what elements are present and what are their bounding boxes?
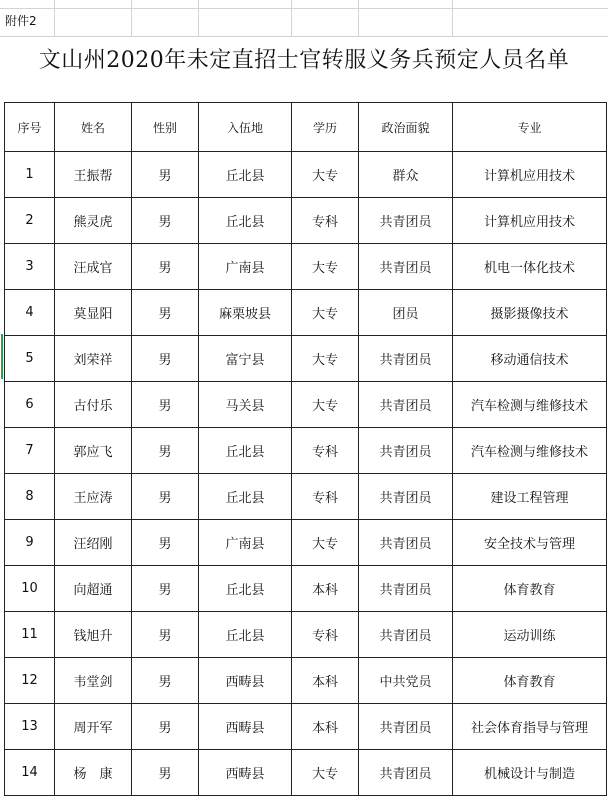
- cell-education[interactable]: 大专: [292, 750, 359, 796]
- cell-gender[interactable]: 男: [132, 750, 199, 796]
- column-header-education[interactable]: 学历: [292, 103, 359, 152]
- table-row: [5, 612, 607, 658]
- cell-name[interactable]: 郭应飞: [55, 428, 132, 474]
- cell-enlist-place[interactable]: 丘北县: [199, 152, 292, 198]
- cell-enlist-place[interactable]: 丘北县: [199, 474, 292, 520]
- cell-political-status[interactable]: 共青团员: [359, 612, 453, 658]
- table-row: [5, 520, 607, 566]
- cell-enlist-place[interactable]: 广南县: [199, 244, 292, 290]
- cell-education[interactable]: 大专: [292, 336, 359, 382]
- cell-gender[interactable]: 男: [132, 198, 199, 244]
- cell-gender[interactable]: 男: [132, 428, 199, 474]
- cell-political-status[interactable]: 团员: [359, 290, 453, 336]
- table-row: [5, 750, 607, 796]
- cell-political-status[interactable]: 群众: [359, 152, 453, 198]
- cell-gender[interactable]: 男: [132, 658, 199, 704]
- cell-education[interactable]: 大专: [292, 382, 359, 428]
- gridline: [358, 0, 359, 36]
- table-row: [5, 290, 607, 336]
- cell-name[interactable]: 向超通: [55, 566, 132, 612]
- cell-seq[interactable]: 14: [5, 750, 55, 796]
- table-row: [5, 658, 607, 704]
- attachment-label: 附件2: [5, 14, 37, 28]
- cell-seq[interactable]: 9: [5, 520, 55, 566]
- cell-name[interactable]: 杨 康: [55, 750, 132, 796]
- cell-seq[interactable]: 5: [5, 336, 55, 382]
- table-row: [5, 566, 607, 612]
- table-row: [5, 382, 607, 428]
- gridline: [452, 0, 453, 36]
- column-header-seq[interactable]: 序号: [5, 103, 55, 152]
- column-header-major[interactable]: 专业: [453, 103, 607, 152]
- cell-enlist-place[interactable]: 广南县: [199, 520, 292, 566]
- cell-education[interactable]: 本科: [292, 566, 359, 612]
- gridline: [131, 0, 132, 36]
- cell-education[interactable]: 专科: [292, 474, 359, 520]
- cell-name[interactable]: 莫显阳: [55, 290, 132, 336]
- table-header-row: [5, 103, 607, 152]
- cell-major[interactable]: 建设工程管理: [453, 474, 607, 520]
- gridline: [291, 0, 292, 36]
- cell-seq[interactable]: 2: [5, 198, 55, 244]
- cell-gender[interactable]: 男: [132, 336, 199, 382]
- cell-education[interactable]: 大专: [292, 152, 359, 198]
- cell-major[interactable]: 汽车检测与维修技术: [453, 428, 607, 474]
- cell-political-status[interactable]: 共青团员: [359, 474, 453, 520]
- cell-political-status[interactable]: 共青团员: [359, 520, 453, 566]
- cell-major[interactable]: 摄影摄像技术: [453, 290, 607, 336]
- cell-major[interactable]: 计算机应用技术: [453, 152, 607, 198]
- cell-major[interactable]: 体育教育: [453, 566, 607, 612]
- cell-seq[interactable]: 8: [5, 474, 55, 520]
- cell-gender[interactable]: 男: [132, 566, 199, 612]
- cell-seq[interactable]: 3: [5, 244, 55, 290]
- cell-education[interactable]: 专科: [292, 198, 359, 244]
- cell-enlist-place[interactable]: 丘北县: [199, 198, 292, 244]
- cell-seq[interactable]: 13: [5, 704, 55, 750]
- cell-gender[interactable]: 男: [132, 382, 199, 428]
- page-title: 文山州2020年未定直招士官转服义务兵预定人员名单: [38, 48, 570, 73]
- table-row: [5, 336, 607, 382]
- cell-name[interactable]: 王振帮: [55, 152, 132, 198]
- cell-political-status[interactable]: 共青团员: [359, 244, 453, 290]
- cell-major[interactable]: 机械设计与制造: [453, 750, 607, 796]
- cell-education[interactable]: 本科: [292, 658, 359, 704]
- cell-education[interactable]: 专科: [292, 612, 359, 658]
- cell-education[interactable]: 大专: [292, 520, 359, 566]
- cell-gender[interactable]: 男: [132, 152, 199, 198]
- cell-enlist-place[interactable]: 西畴县: [199, 704, 292, 750]
- cell-gender[interactable]: 男: [132, 290, 199, 336]
- cell-seq[interactable]: 11: [5, 612, 55, 658]
- cell-education[interactable]: 专科: [292, 428, 359, 474]
- cell-name[interactable]: 韦堂剑: [55, 658, 132, 704]
- table-row: [5, 704, 607, 750]
- cell-political-status[interactable]: 共青团员: [359, 750, 453, 796]
- cell-name[interactable]: 钱旭升: [55, 612, 132, 658]
- table-row: [5, 244, 607, 290]
- cell-major[interactable]: 安全技术与管理: [453, 520, 607, 566]
- cell-major[interactable]: 计算机应用技术: [453, 198, 607, 244]
- cell-name[interactable]: 汪成官: [55, 244, 132, 290]
- cell-enlist-place[interactable]: 丘北县: [199, 612, 292, 658]
- cell-education[interactable]: 大专: [292, 290, 359, 336]
- column-header-name[interactable]: 姓名: [55, 103, 132, 152]
- top-row-strip: [0, 0, 608, 9]
- cell-major[interactable]: 体育教育: [453, 658, 607, 704]
- cell-political-status[interactable]: 共青团员: [359, 704, 453, 750]
- cell-political-status[interactable]: 共青团员: [359, 198, 453, 244]
- cell-enlist-place[interactable]: 麻栗坡县: [199, 290, 292, 336]
- cell-gender[interactable]: 男: [132, 612, 199, 658]
- cell-political-status[interactable]: 共青团员: [359, 428, 453, 474]
- cell-seq[interactable]: 10: [5, 566, 55, 612]
- cell-seq[interactable]: 1: [5, 152, 55, 198]
- cell-name[interactable]: 古付乐: [55, 382, 132, 428]
- cell-name[interactable]: 刘荣祥: [55, 336, 132, 382]
- cell-seq[interactable]: 4: [5, 290, 55, 336]
- cell-political-status[interactable]: 共青团员: [359, 566, 453, 612]
- table-row: [5, 428, 607, 474]
- cell-major[interactable]: 汽车检测与维修技术: [453, 382, 607, 428]
- table-row: [5, 474, 607, 520]
- cell-seq[interactable]: 6: [5, 382, 55, 428]
- cell-name[interactable]: 熊灵虎: [55, 198, 132, 244]
- gridline: [54, 0, 55, 36]
- cell-gender[interactable]: 男: [132, 704, 199, 750]
- cell-enlist-place[interactable]: 丘北县: [199, 428, 292, 474]
- cell-seq[interactable]: 12: [5, 658, 55, 704]
- cell-major[interactable]: 机电一体化技术: [453, 244, 607, 290]
- cell-political-status[interactable]: 共青团员: [359, 336, 453, 382]
- cell-enlist-place[interactable]: 西畴县: [199, 750, 292, 796]
- cell-enlist-place[interactable]: 丘北县: [199, 566, 292, 612]
- table-row: [5, 152, 607, 198]
- cell-gender[interactable]: 男: [132, 474, 199, 520]
- cell-education[interactable]: 本科: [292, 704, 359, 750]
- cell-major[interactable]: 社会体育指导与管理: [453, 704, 607, 750]
- cell-political-status[interactable]: 共青团员: [359, 382, 453, 428]
- cell-major[interactable]: 运动训练: [453, 612, 607, 658]
- cell-enlist-place[interactable]: 马关县: [199, 382, 292, 428]
- gridline: [0, 36, 608, 37]
- row-selection-marker: [1, 334, 3, 379]
- cell-major[interactable]: 移动通信技术: [453, 336, 607, 382]
- cell-political-status[interactable]: 中共党员: [359, 658, 453, 704]
- gridline: [198, 0, 199, 36]
- column-header-gender[interactable]: 性别: [132, 103, 199, 152]
- cell-enlist-place[interactable]: 富宁县: [199, 336, 292, 382]
- cell-seq[interactable]: 7: [5, 428, 55, 474]
- cell-name[interactable]: 王应涛: [55, 474, 132, 520]
- cell-education[interactable]: 大专: [292, 244, 359, 290]
- column-header-political-status[interactable]: 政治面貌: [359, 103, 453, 152]
- cell-enlist-place[interactable]: 西畴县: [199, 658, 292, 704]
- cell-gender[interactable]: 男: [132, 244, 199, 290]
- cell-name[interactable]: 汪绍刚: [55, 520, 132, 566]
- personnel-table: [4, 102, 607, 796]
- column-header-enlist-place[interactable]: 入伍地: [199, 103, 292, 152]
- cell-name[interactable]: 周开军: [55, 704, 132, 750]
- cell-gender[interactable]: 男: [132, 520, 199, 566]
- table-row: [5, 198, 607, 244]
